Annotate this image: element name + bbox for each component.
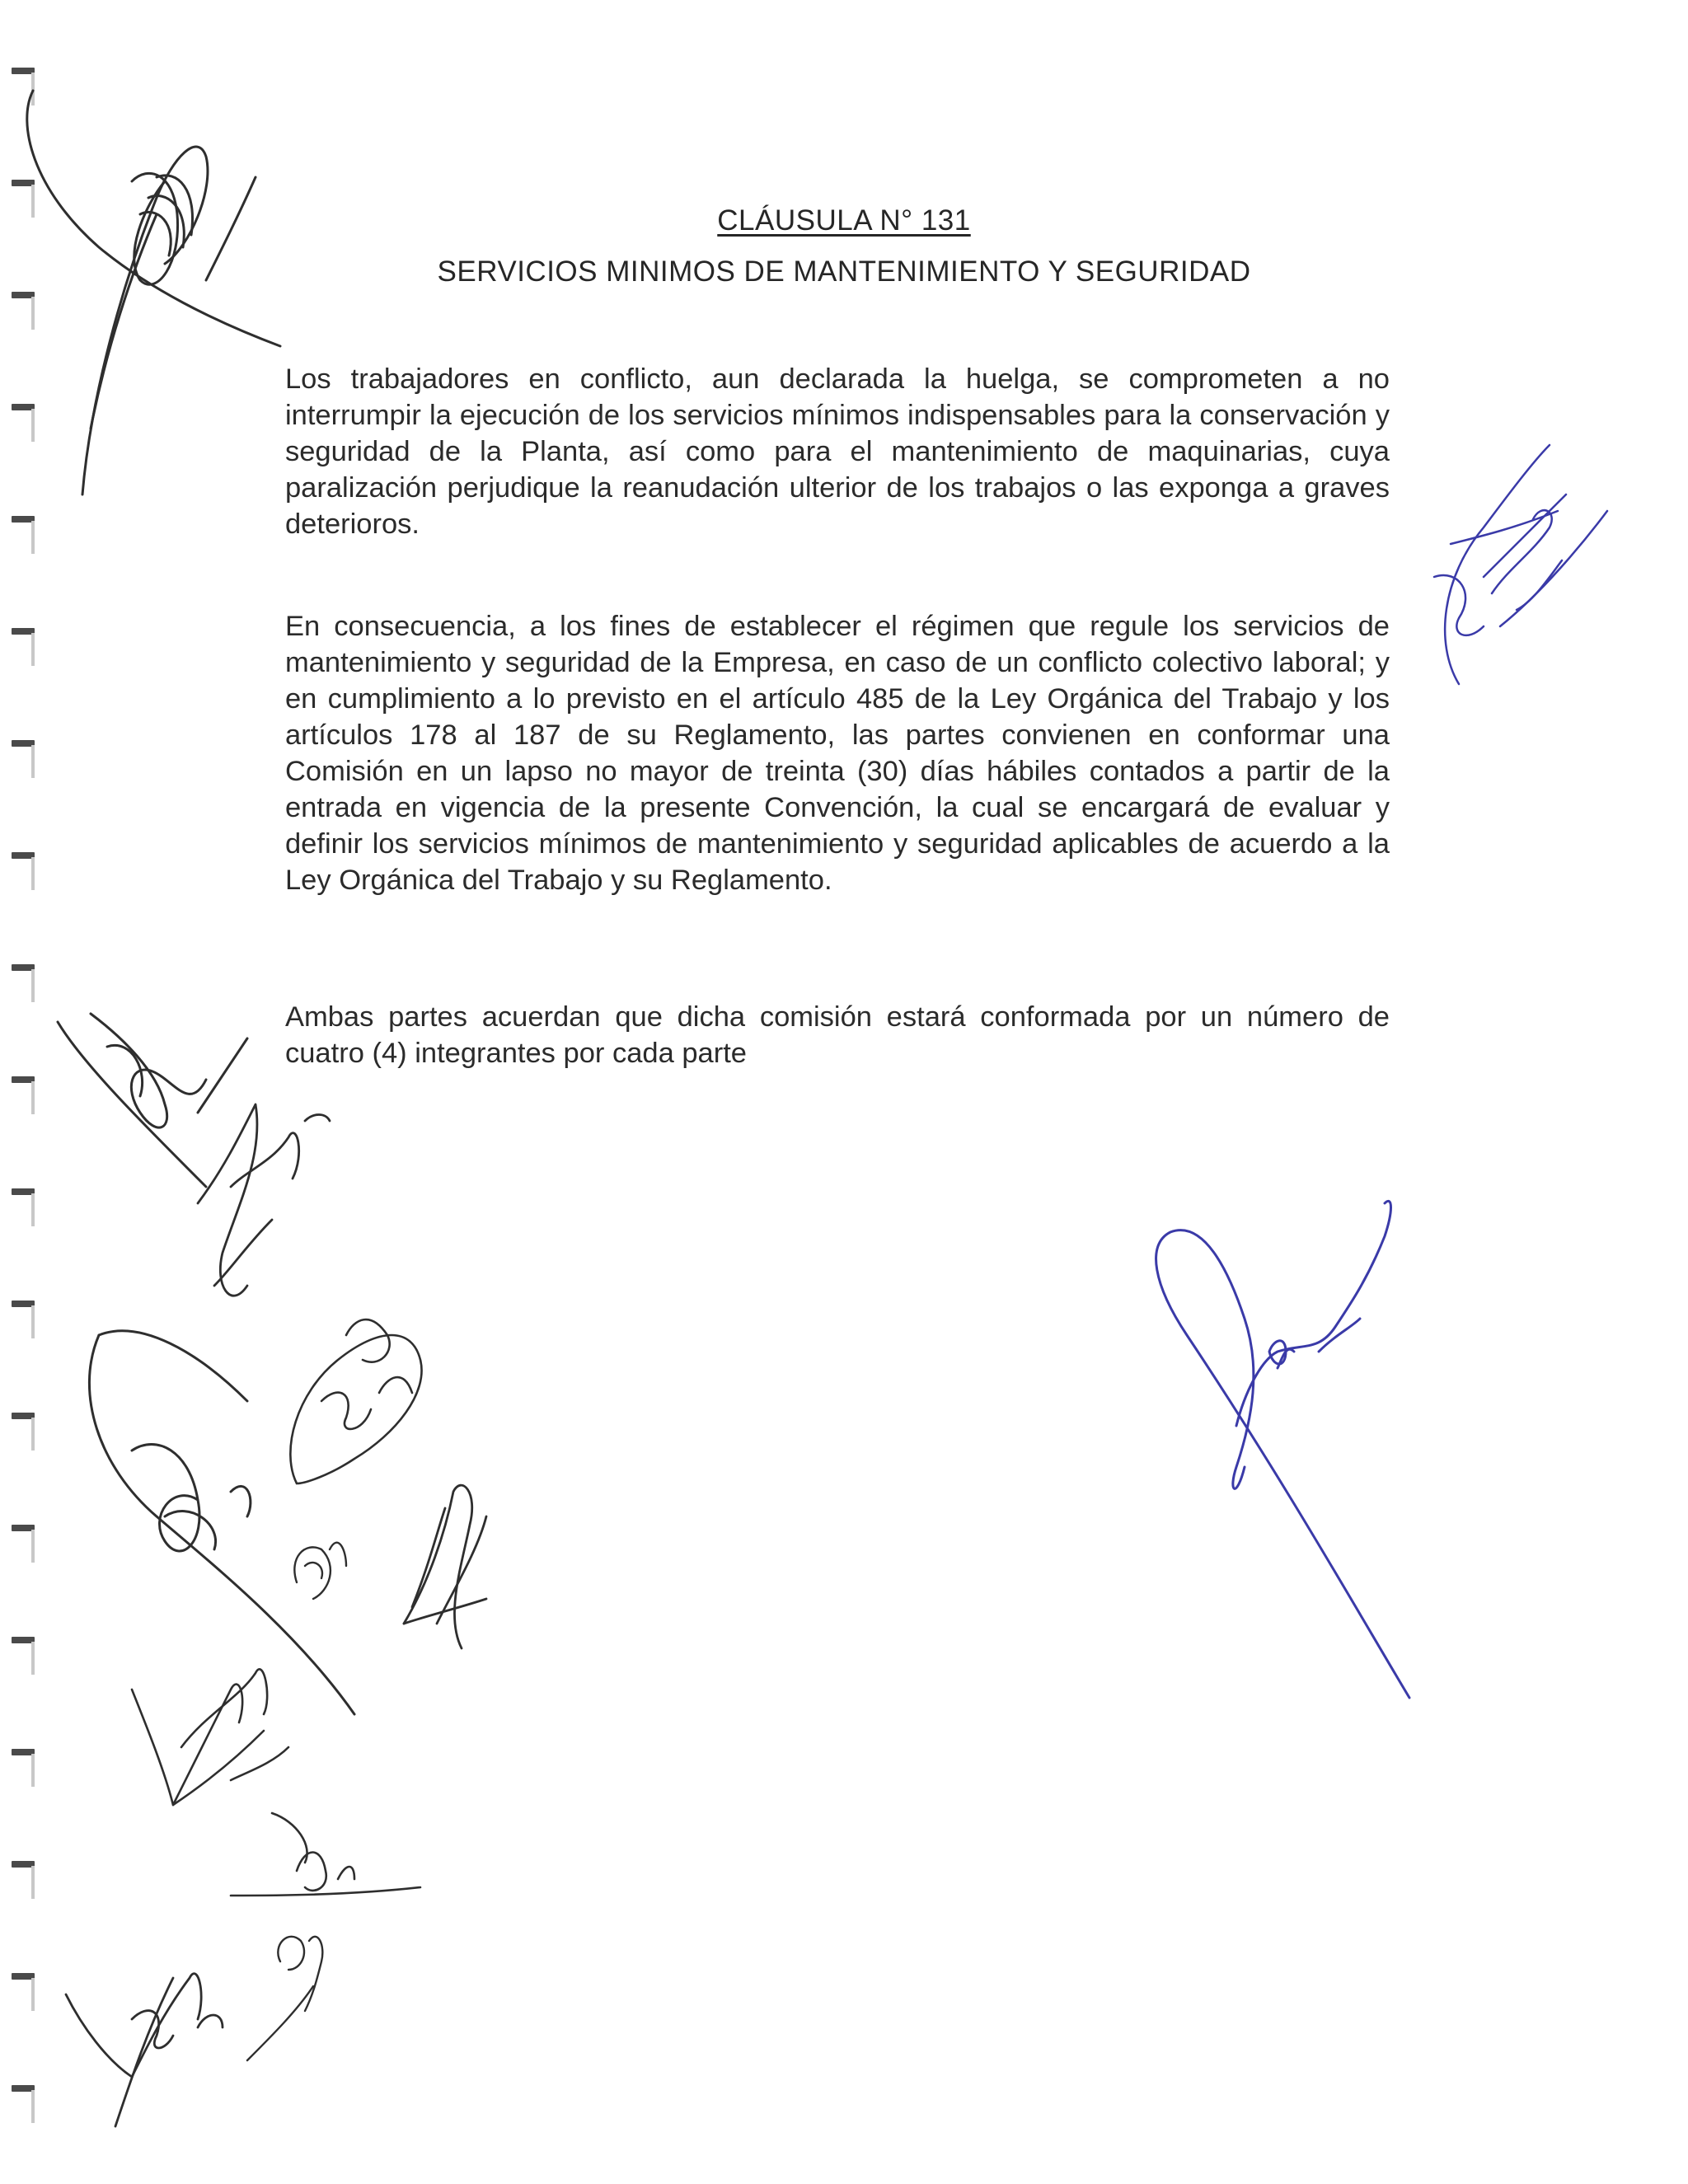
binding-hole-icon	[12, 1188, 35, 1195]
binding-hole-icon	[12, 516, 35, 523]
paragraph-1: Los trabajadores en conflicto, aun declarada la huelga, se comprometen a no interrumpir la ejecución de los servicios mínimos indispensables para la conservación y seguridad de la Planta, así como para el mantenimiento de maquinarias, cuya paralización perjudique la reanudación ulterior de los trabajos o las exponga a graves deterioros.	[285, 363, 1390, 540]
signature-icon	[89, 1331, 354, 1714]
binding-hole-icon	[12, 1301, 35, 1307]
binding-hole-icon	[12, 740, 35, 747]
signature-icon	[290, 1319, 421, 1483]
paragraph-2: En consecuencia, a los fines de establecer el régimen que regule los servicios de mantenimiento y seguridad de la Empresa, en caso de un conflicto colectivo laboral; y en cumplimiento a lo previsto en el artículo 485 de la Ley Orgánica del Trabajo y los artículos 178 al 187 de su Reglamento, las partes convienen en conformar una Comisión en un lapso no mayor de treinta (30) días hábiles contados a partir de la entrada en vigencia de la presente Convención, la cual se encargará de evaluar y definir los servicios mínimos de mantenimiento y seguridad aplicables de acuerdo a la Ley Orgánica del Trabajo y su Reglamento.	[285, 611, 1390, 896]
binding-hole-icon	[12, 1861, 35, 1868]
signature-icon	[1156, 1201, 1409, 1698]
signature-icon	[404, 1485, 486, 1648]
binding-hole-icon	[12, 1413, 35, 1419]
signature-icon	[294, 1543, 346, 1599]
clause-title: SERVICIOS MINIMOS DE MANTENIMIENTO Y SEGURIDAD	[437, 255, 1251, 288]
binding-hole-icon	[12, 628, 35, 635]
binding-holes	[7, 58, 40, 2168]
binding-hole-icon	[12, 1973, 35, 1980]
binding-hole-icon	[12, 68, 35, 74]
signature-icon	[247, 1937, 322, 2060]
signature-icon	[66, 1974, 223, 2126]
binding-hole-icon	[12, 292, 35, 298]
clause-number: CLÁUSULA N° 131	[717, 204, 971, 237]
binding-hole-icon	[12, 180, 35, 186]
binding-hole-icon	[12, 404, 35, 410]
binding-hole-icon	[12, 1749, 35, 1755]
binding-hole-icon	[12, 2085, 35, 2092]
binding-hole-icon	[12, 964, 35, 971]
signature-icon	[27, 91, 280, 494]
signature-icon	[198, 1104, 330, 1296]
signature-icon	[58, 1014, 247, 1187]
signature-icon	[1434, 445, 1607, 684]
binding-hole-icon	[12, 1525, 35, 1531]
paragraph-3: Ambas partes acuerdan que dicha comisión estará conformada por un número de cuatro (4) integrantes por cada parte	[285, 1001, 1390, 1069]
signature-icon	[132, 1669, 288, 1805]
binding-hole-icon	[12, 1076, 35, 1083]
binding-hole-icon	[12, 1637, 35, 1643]
binding-hole-icon	[12, 852, 35, 859]
signature-icon	[231, 1813, 420, 1896]
